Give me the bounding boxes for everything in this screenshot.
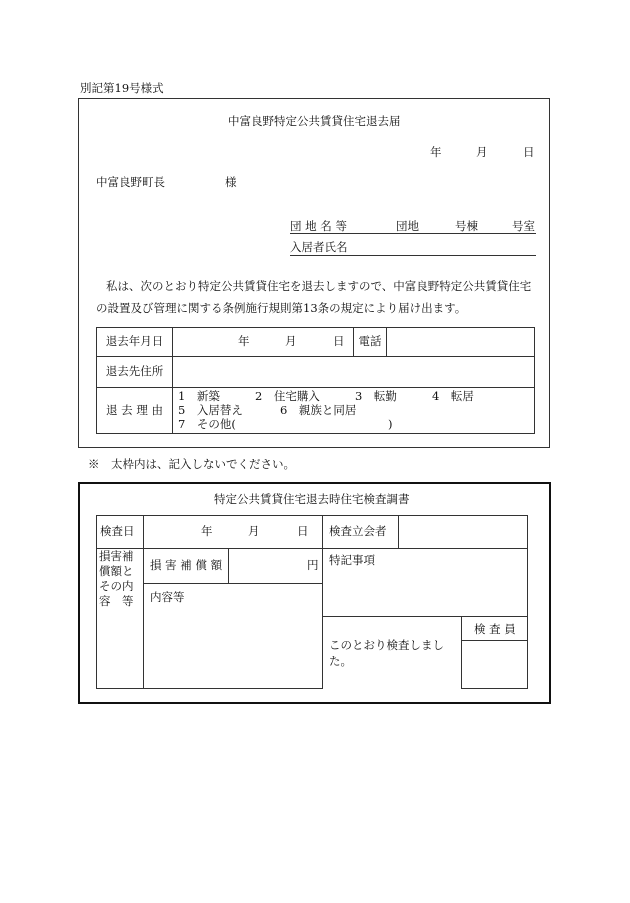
reason-1: 1 新築 xyxy=(178,388,220,403)
danchi-unit: 団地 xyxy=(396,219,419,233)
inspection-date-label: 検査日 xyxy=(100,524,135,538)
damage-label-line1: 損害補 xyxy=(99,549,134,563)
inspection-year: 年 xyxy=(201,524,213,538)
notice-month: 月 xyxy=(476,145,488,159)
notice-title: 中富良野特定公共賃貸住宅退去届 xyxy=(228,114,401,128)
moveout-year: 年 xyxy=(238,334,250,348)
reason-6: 6 親族と同居 xyxy=(280,402,357,417)
notice-year: 年 xyxy=(430,145,442,159)
phone-label: 電話 xyxy=(354,328,387,357)
inspection-day: 日 xyxy=(297,524,309,538)
inspector-label: 検 査 員 xyxy=(474,622,516,636)
form-number: 別記第19号様式 xyxy=(80,81,164,95)
phone-cell xyxy=(387,328,535,357)
moveout-date-label: 退去年月日 xyxy=(97,328,173,357)
inspection-title: 特定公共賃貸住宅退去時住宅検査調書 xyxy=(214,492,410,506)
moveout-table xyxy=(96,327,535,434)
inspected-text-line1: このとおり検査しまし xyxy=(329,638,444,652)
damage-label-line2: 償額と xyxy=(99,564,134,578)
resident-name-underline xyxy=(290,255,536,256)
inspected-text-line2: た。 xyxy=(329,654,352,668)
reason-2: 2 住宅購入 xyxy=(255,388,320,403)
yen-unit: 円 xyxy=(307,558,319,572)
inspection-month: 月 xyxy=(248,524,260,538)
special-notes-label: 特記事項 xyxy=(329,553,375,567)
reason-3: 3 転勤 xyxy=(355,388,397,403)
addressee-honorific: 様 xyxy=(225,175,237,189)
notice-day: 日 xyxy=(523,145,535,159)
witness-label: 検査立会者 xyxy=(329,524,387,538)
reason-5: 5 入居替え xyxy=(178,402,243,417)
room-unit: 号室 xyxy=(512,219,535,233)
body-text-line2: の設置及び管理に関する条例施行規則第13条の規定により届け出ます。 xyxy=(96,301,467,315)
moveout-day: 日 xyxy=(333,334,345,348)
danchi-label: 団 地 名 等 xyxy=(290,219,347,233)
body-text-line1: 私は、次のとおり特定公共賃貸住宅を退去しますので、中富良野特定公共賃貸住宅 xyxy=(106,279,532,293)
danchi-underline xyxy=(290,233,536,234)
destination-cell xyxy=(173,357,535,388)
reason-7-close: ) xyxy=(388,416,393,431)
addressee: 中富良野町長 xyxy=(96,175,165,189)
reason-4: 4 転居 xyxy=(432,388,474,403)
destination-label: 退去先住所 xyxy=(97,357,173,388)
reason-label: 退 去 理 由 xyxy=(97,388,173,434)
reason-cell xyxy=(173,388,535,434)
moveout-date-cell xyxy=(173,328,354,357)
damage-label-line3: その内 xyxy=(99,579,134,593)
content-label: 内容等 xyxy=(150,590,185,604)
damage-label-line4: 容 等 xyxy=(99,594,134,608)
reason-7: 7 その他( xyxy=(178,416,236,431)
moveout-month: 月 xyxy=(285,334,297,348)
building-unit: 号棟 xyxy=(455,219,478,233)
resident-name-label: 入居者氏名 xyxy=(290,240,348,254)
compensation-label: 損 害 補 償 額 xyxy=(150,558,223,572)
thick-frame-note: ※ 太枠内は、記入しないでください。 xyxy=(88,457,295,471)
